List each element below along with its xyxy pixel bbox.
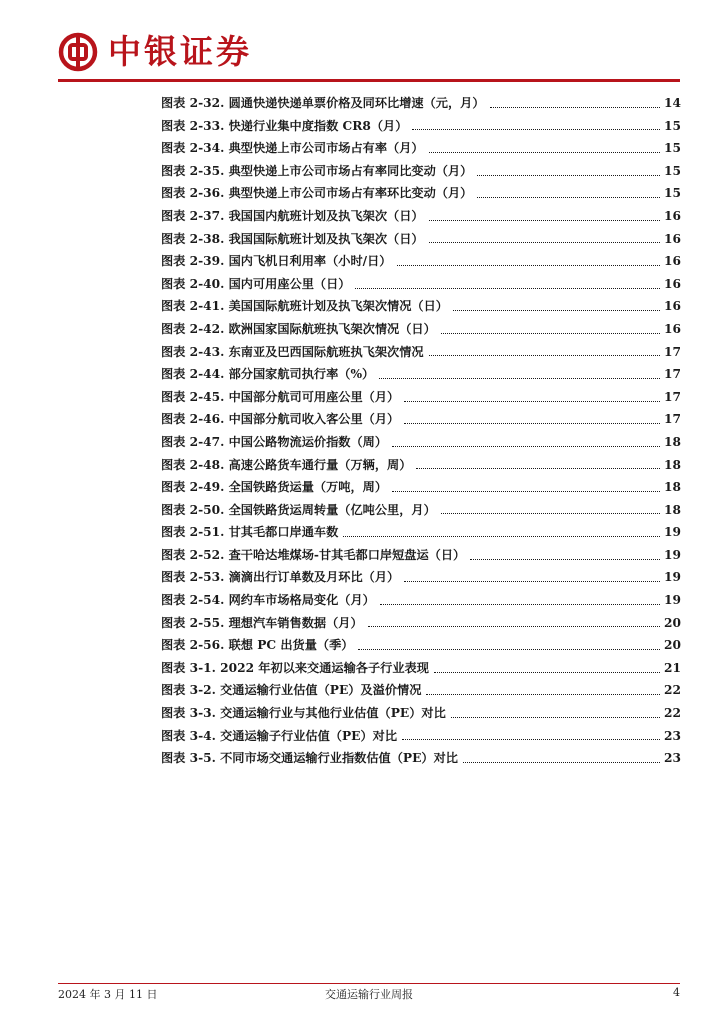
toc-entry-page: 23 <box>664 728 681 743</box>
toc-entry-page: 15 <box>664 118 681 133</box>
toc-entry[interactable] <box>161 725 681 748</box>
toc-entry-page: 15 <box>664 186 681 201</box>
footer-divider <box>58 983 680 984</box>
toc-entry[interactable] <box>161 431 681 454</box>
toc-entry[interactable] <box>161 363 681 386</box>
toc-entry[interactable] <box>161 115 681 138</box>
toc-entry-label: 图表 2-53. 滴滴出行订单数及月环比（月） <box>161 570 400 585</box>
toc-dot-leader <box>412 121 660 130</box>
toc-dot-leader <box>402 731 660 740</box>
toc-dot-leader <box>429 212 660 221</box>
toc-entry-label: 图表 2-48. 高速公路货车通行量（万辆，周） <box>161 457 412 472</box>
toc-entry-page: 22 <box>664 706 681 721</box>
toc-entry[interactable] <box>161 408 681 431</box>
toc-entry[interactable] <box>161 702 681 725</box>
toc-entry-page: 19 <box>664 525 681 540</box>
toc-entry-label: 图表 2-47. 中国公路物流运价指数（周） <box>161 434 388 449</box>
toc-entry-page: 22 <box>664 683 681 698</box>
toc-entry-label: 图表 2-44. 部分国家航司执行率（%） <box>161 367 375 382</box>
toc-dot-leader <box>392 483 660 492</box>
brand-logo <box>58 30 252 74</box>
toc-entry[interactable] <box>161 454 681 477</box>
toc-entry-label: 图表 3-5. 不同市场交通运输行业指数估值（PE）对比 <box>161 751 458 766</box>
toc-entry[interactable] <box>161 499 681 522</box>
toc-entry-page: 16 <box>664 254 681 269</box>
toc-dot-leader <box>490 99 660 108</box>
toc-entry[interactable] <box>161 137 681 160</box>
toc-entry-page: 16 <box>664 276 681 291</box>
toc-entry-page: 14 <box>664 96 681 110</box>
toc-dot-leader <box>470 551 660 560</box>
toc-entry-page: 18 <box>664 434 681 449</box>
toc-entry-page: 21 <box>664 660 681 675</box>
toc-dot-leader <box>463 754 660 763</box>
toc-entry-label: 图表 3-4. 交通运输子行业估值（PE）对比 <box>161 728 398 743</box>
toc-entry[interactable] <box>161 589 681 612</box>
toc-entry[interactable] <box>161 318 681 341</box>
footer-date: 2024 年 3 月 11 日 <box>58 988 158 1001</box>
toc-entry[interactable] <box>161 747 681 770</box>
toc-entry[interactable] <box>161 295 681 318</box>
toc-entry-label: 图表 3-1. 2022 年初以来交通运输各子行业表现 <box>161 660 429 675</box>
toc-entry-label: 图表 2-43. 东南亚及巴西国际航班执飞架次情况 <box>161 344 424 359</box>
toc-dot-leader <box>429 144 660 153</box>
toc-entry[interactable] <box>161 92 681 115</box>
toc-entry-page: 18 <box>664 480 681 495</box>
footer-report-title: 交通运输行业周报 <box>325 988 413 1001</box>
toc-entry-label: 图表 2-49. 全国铁路货运量（万吨，周） <box>161 480 388 495</box>
toc-dot-leader <box>429 234 660 243</box>
toc-entry-label: 图表 2-50. 全国铁路货运周转量（亿吨公里，月） <box>161 502 436 517</box>
table-of-figures <box>161 92 681 770</box>
toc-entry-label: 图表 2-56. 联想 PC 出货量（季） <box>161 638 354 653</box>
toc-entry[interactable] <box>161 228 681 251</box>
toc-dot-leader <box>355 280 660 289</box>
toc-dot-leader <box>453 302 660 311</box>
toc-dot-leader <box>380 596 660 605</box>
toc-dot-leader <box>343 528 660 537</box>
toc-entry-page: 19 <box>664 570 681 585</box>
header-divider <box>58 79 680 82</box>
toc-entry-label: 图表 2-34. 典型快递上市公司市场占有率（月） <box>161 141 424 156</box>
toc-entry-label: 图表 3-2. 交通运输行业估值（PE）及溢价情况 <box>161 683 422 698</box>
toc-entry-page: 17 <box>664 389 681 404</box>
toc-entry[interactable] <box>161 679 681 702</box>
toc-dot-leader <box>451 709 660 718</box>
toc-dot-leader <box>441 505 660 514</box>
toc-entry-page: 15 <box>664 141 681 156</box>
toc-entry-page: 23 <box>664 751 681 766</box>
toc-entry[interactable] <box>161 341 681 364</box>
toc-entry-page: 16 <box>664 299 681 314</box>
toc-entry-label: 图表 2-37. 我国国内航班计划及执飞架次（日） <box>161 208 424 223</box>
toc-entry[interactable] <box>161 521 681 544</box>
toc-dot-leader <box>416 460 660 469</box>
toc-entry[interactable] <box>161 182 681 205</box>
toc-entry-label: 图表 2-36. 典型快递上市公司市场占有率环比变动（月） <box>161 186 473 201</box>
toc-entry[interactable] <box>161 386 681 409</box>
footer-page-number: 4 <box>673 986 680 999</box>
toc-entry[interactable] <box>161 634 681 657</box>
toc-dot-leader <box>426 686 660 695</box>
toc-entry-label: 图表 2-52. 查干哈达堆煤场-甘其毛都口岸短盘运（日） <box>161 547 466 562</box>
toc-entry-page: 20 <box>664 638 681 653</box>
toc-entry-label: 图表 2-39. 国内飞机日利用率（小时/日） <box>161 254 392 269</box>
toc-entry[interactable] <box>161 544 681 567</box>
toc-entry-label: 图表 2-51. 甘其毛都口岸通车数 <box>161 525 339 540</box>
brand-name: 中银证券 <box>108 32 252 71</box>
toc-entry[interactable] <box>161 273 681 296</box>
toc-entry-page: 19 <box>664 593 681 608</box>
toc-entry-label: 图表 2-42. 欧洲国家国际航班执飞架次情况（日） <box>161 321 436 336</box>
toc-entry-label: 图表 2-46. 中国部分航司收入客公里（月） <box>161 412 400 427</box>
toc-entry[interactable] <box>161 476 681 499</box>
toc-entry-label: 图表 2-45. 中国部分航司可用座公里（月） <box>161 389 400 404</box>
toc-entry-page: 17 <box>664 344 681 359</box>
toc-entry-label: 图表 2-35. 典型快递上市公司市场占有率同比变动（月） <box>161 163 473 178</box>
toc-dot-leader <box>404 415 660 424</box>
toc-entry-page: 16 <box>664 208 681 223</box>
toc-entry-label: 图表 2-32. 圆通快递快递单票价格及同环比增速（元，月） <box>161 96 485 110</box>
toc-entry[interactable] <box>161 657 681 680</box>
toc-entry-label: 图表 2-40. 国内可用座公里（日） <box>161 276 351 291</box>
page-footer <box>58 986 680 1004</box>
toc-dot-leader <box>477 189 660 198</box>
toc-entry[interactable] <box>161 205 681 228</box>
toc-entry[interactable] <box>161 612 681 635</box>
toc-dot-leader <box>368 618 660 627</box>
toc-entry-label: 图表 3-3. 交通运输行业与其他行业估值（PE）对比 <box>161 706 446 721</box>
toc-dot-leader <box>441 325 660 334</box>
toc-entry-page: 16 <box>664 231 681 246</box>
toc-entry-label: 图表 2-33. 快递行业集中度指数 CR8（月） <box>161 118 408 133</box>
toc-entry-page: 16 <box>664 321 681 336</box>
toc-dot-leader <box>379 370 660 379</box>
toc-dot-leader <box>429 347 660 356</box>
toc-entry-page: 20 <box>664 615 681 630</box>
toc-entry[interactable] <box>161 566 681 589</box>
toc-dot-leader <box>397 257 661 266</box>
toc-entry-page: 17 <box>664 412 681 427</box>
toc-entry-label: 图表 2-38. 我国国际航班计划及执飞架次（日） <box>161 231 424 246</box>
bank-of-china-logo-icon <box>58 32 98 72</box>
toc-entry-page: 19 <box>664 547 681 562</box>
toc-entry-page: 15 <box>664 163 681 178</box>
toc-dot-leader <box>434 664 660 673</box>
toc-dot-leader <box>358 641 660 650</box>
toc-entry-label: 图表 2-55. 理想汽车销售数据（月） <box>161 615 363 630</box>
toc-entry-label: 图表 2-54. 网约车市场格局变化（月） <box>161 593 375 608</box>
toc-dot-leader <box>392 438 660 447</box>
toc-dot-leader <box>477 167 660 176</box>
toc-entry[interactable] <box>161 250 681 273</box>
toc-entry[interactable] <box>161 160 681 183</box>
toc-dot-leader <box>404 573 660 582</box>
toc-entry-page: 18 <box>664 457 681 472</box>
toc-entry-page: 17 <box>664 367 681 382</box>
toc-entry-label: 图表 2-41. 美国国际航班计划及执飞架次情况（日） <box>161 299 448 314</box>
toc-dot-leader <box>404 393 660 402</box>
toc-entry-page: 18 <box>664 502 681 517</box>
